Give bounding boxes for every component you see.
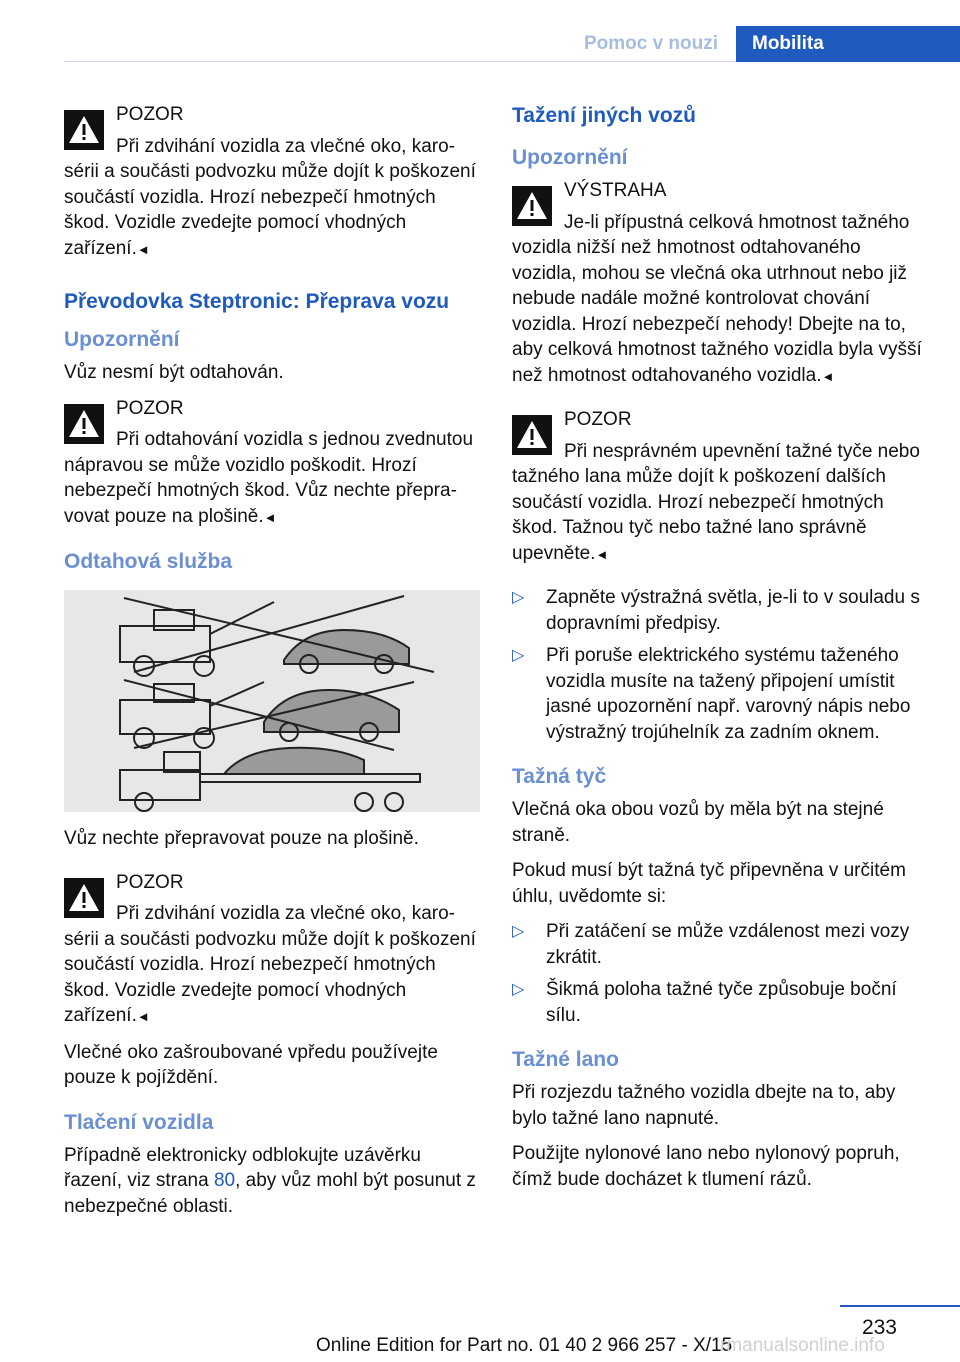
warning-title: POZOR	[116, 397, 184, 419]
bullet-icon: ▷	[512, 981, 525, 998]
paragraph: Vůz nesmí být odtahován.	[64, 362, 284, 383]
end-marker: ◄	[136, 241, 150, 257]
tow-truck-illustration	[64, 590, 480, 812]
warning-block	[512, 178, 928, 389]
list-item: ▷ Při poruše elektrického systému taženého vozidla musíte na tažený připojení umístit jasné upozornění např. varovný nápis nebo výstražný trojúhelník za zadním oknem.	[512, 645, 911, 743]
warning-block	[64, 396, 480, 531]
subheading: Tažná tyč	[512, 765, 607, 788]
paragraph: Vůz nechte přepravovat pouze na plošině.	[64, 828, 419, 849]
paragraph: Použijte nylonové lano nebo nylonový popruh, čímž bude docházet k tlumení rázů.	[512, 1143, 900, 1190]
warning-text: Při nesprávném upevnění tažné tyče nebo tažného lana může dojít k poškození dalších součástí vozidla. Hrozí nebezpečí hmotných škod. Tažnou tyč nebo tažné lano správně upevněte.◄	[512, 440, 920, 564]
paragraph: Při rozjezdu tažného vozidla dbejte na to, aby bylo tažné lano napnuté.	[512, 1082, 896, 1129]
warning-block	[512, 407, 928, 567]
warning-text: Při zdvihání vozidla za vlečné oko, karosérii a součásti podvozku může dojít k poškození součástí vozidla. Hrozí nebezpečí hmotných škod. Vozidle zvedejte pomocí vhodných zařízení.◄	[64, 135, 476, 259]
bullet-icon: ▷	[512, 589, 525, 606]
bullet-icon: ▷	[512, 647, 525, 664]
warning-text: Při odtahování vozidla s jednou zvednutou nápravou se může vozidlo poškodit. Hrozí nebezpečí hmotných škod. Vůz nechte přepravovat pouze na plošině.◄	[64, 429, 474, 527]
end-marker: ◄	[595, 546, 609, 562]
section-heading: Převodovka Steptronic: Přeprava vozu	[64, 290, 450, 313]
bullet-list	[512, 919, 928, 1028]
section-heading: Tažení jiných vozů	[512, 104, 696, 127]
header-section-tab[interactable]: Pomoc v nouzi	[583, 33, 719, 54]
warning-triangle-icon	[64, 878, 104, 918]
watermark: rmanualsonline.info	[720, 1335, 885, 1356]
subheading: Upozornění	[64, 328, 180, 351]
list-item: ▷ Zapněte výstražná světla, je-li to v souladu s dopravními předpisy.	[512, 587, 920, 634]
warning-triangle-icon	[512, 415, 552, 455]
bullet-icon: ▷	[512, 923, 525, 940]
left-column	[64, 102, 480, 1229]
paragraph: Vlečné oko zašroubované vpředu používejte pouze k pojíždění.	[64, 1041, 438, 1088]
warning-title: POZOR	[564, 409, 632, 430]
subheading: Tažné lano	[512, 1048, 619, 1071]
bullet-list	[512, 585, 928, 745]
list-item: ▷ Při zatáčení se může vzdálenost mezi vozy zkrátit.	[512, 921, 910, 968]
warning-text: Je-li přípustná celková hmotnost tažného vozidla nižší než hmotnost odtahovaného vozidla, mohou se vlečná oka utrhnout nebo již nebude nadále možné kontrolovat chování vozidla. Hrozí nebezpečí nehody! Dbejte na to, aby celková hmotnost tažného vozidla byla vyšší než hmotnost odtahovaného vozidla.◄	[512, 211, 922, 386]
page-number: 233	[861, 1316, 897, 1339]
warning-title: POZOR	[116, 104, 184, 125]
warning-triangle-icon	[64, 110, 104, 150]
paragraph: Případně elektronicky odblokujte uzávěrku řazení, viz strana 80, aby vůz mohl být posunut z nebezpečné oblasti.	[64, 1144, 476, 1217]
paragraph: Pokud musí být tažná tyč připevněna v určitém úhlu, uvědomte si:	[512, 860, 906, 907]
warning-block	[64, 102, 480, 262]
footer-edition: Online Edition for Part no. 01 40 2 966 257 - X/15	[316, 1335, 733, 1356]
paragraph: Vlečná oka obou vozů by měla být na stejné straně.	[512, 799, 884, 846]
warning-title: POZOR	[116, 871, 184, 893]
end-marker: ◄	[136, 1009, 150, 1024]
subheading: Odtahová služba	[64, 550, 233, 573]
warning-text: Při zdvihání vozidla za vlečné oko, karosérii a součásti podvozku může dojít k poškození součástí vozidla. Hrozí nebezpečí hmotných škod. Vozidle zvedejte pomocí vhodných zařízení.◄	[64, 903, 476, 1026]
subheading: Upozornění	[512, 146, 628, 169]
warning-triangle-icon	[512, 186, 552, 226]
header-chapter-tab[interactable]: Mobilita	[736, 26, 960, 62]
page-number-rule	[840, 1305, 960, 1307]
list-item: ▷ Šikmá poloha tažné tyče způsobuje boční sílu.	[512, 979, 897, 1026]
end-marker: ◄	[263, 509, 277, 525]
end-marker: ◄	[821, 368, 835, 384]
warning-block	[64, 870, 480, 1030]
warning-title: VÝSTRAHA	[564, 180, 667, 201]
page-link[interactable]: 80	[213, 1170, 236, 1191]
subheading: Tlačení vozidla	[64, 1110, 214, 1134]
warning-triangle-icon	[64, 404, 104, 444]
right-column	[512, 102, 928, 1202]
